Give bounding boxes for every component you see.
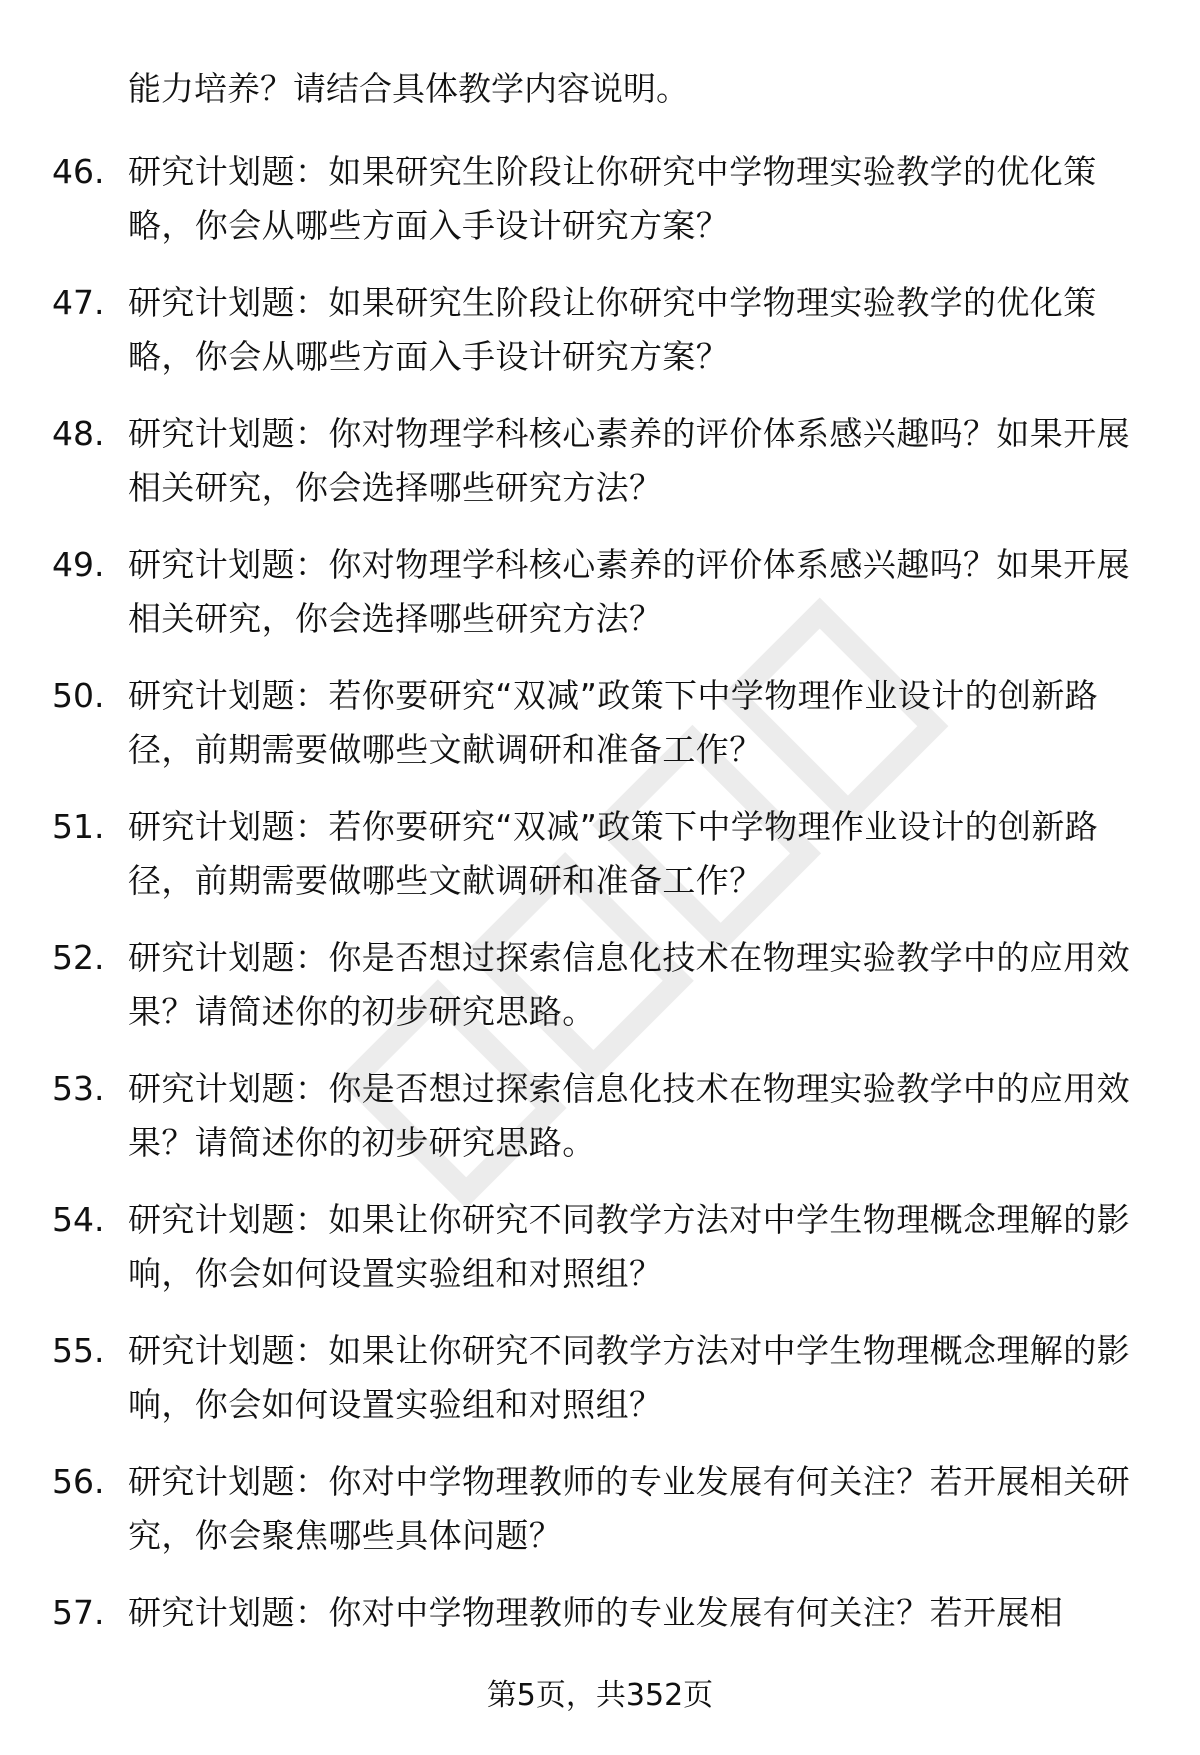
- question-text: 研究计划题：你是否想过探索信息化技术在物理实验教学中的应用效果？请简述你的初步研究思路。: [128, 1069, 1130, 1162]
- question-text: 研究计划题：你是否想过探索信息化技术在物理实验教学中的应用效果？请简述你的初步研究思路。: [128, 938, 1130, 1031]
- question-item: [0, 276, 1200, 407]
- question-number: 57.: [52, 1593, 105, 1632]
- question-text: 研究计划题：如果研究生阶段让你研究中学物理实验教学的优化策略，你会从哪些方面入手设计研究方案？: [128, 283, 1097, 376]
- question-number: 51.: [52, 807, 105, 846]
- question-item: [0, 931, 1200, 1062]
- question-list: [0, 145, 1200, 1717]
- continuation-text: 能力培养？请结合具体教学内容说明。: [128, 69, 689, 108]
- question-text: 研究计划题：你对中学物理教师的专业发展有何关注？若开展相关研究，你会聚焦哪些具体问题？: [128, 1462, 1130, 1555]
- question-item: [0, 1062, 1200, 1193]
- question-text: 研究计划题：你对中学物理教师的专业发展有何关注？若开展相: [128, 1593, 1064, 1632]
- question-text: 研究计划题：如果让你研究不同教学方法对中学生物理概念理解的影响，你会如何设置实验组和对照组？: [128, 1200, 1130, 1293]
- question-text: 研究计划题：若你要研究“双减”政策下中学物理作业设计的创新路径，前期需要做哪些文献调研和准备工作？: [128, 676, 1099, 769]
- question-item: [0, 407, 1200, 538]
- question-item: [0, 669, 1200, 800]
- question-item: [0, 1455, 1200, 1586]
- question-text: 研究计划题：如果让你研究不同教学方法对中学生物理概念理解的影响，你会如何设置实验组和对照组？: [128, 1331, 1130, 1424]
- question-item: [0, 1324, 1200, 1455]
- question-text: 研究计划题：你对物理学科核心素养的评价体系感兴趣吗？如果开展相关研究，你会选择哪些研究方法？: [128, 414, 1130, 507]
- question-number: 47.: [52, 283, 105, 322]
- question-item: [0, 1193, 1200, 1324]
- question-number: 55.: [52, 1331, 105, 1370]
- question-text: 研究计划题：你对物理学科核心素养的评价体系感兴趣吗？如果开展相关研究，你会选择哪些研究方法？: [128, 545, 1130, 638]
- question-number: 53.: [52, 1069, 105, 1108]
- question-number: 46.: [52, 152, 105, 191]
- question-text: 研究计划题：若你要研究“双减”政策下中学物理作业设计的创新路径，前期需要做哪些文献调研和准备工作？: [128, 807, 1099, 900]
- question-number: 54.: [52, 1200, 105, 1239]
- question-number: 50.: [52, 676, 105, 715]
- question-item: [0, 800, 1200, 931]
- question-number: 48.: [52, 414, 105, 453]
- question-number: 49.: [52, 545, 105, 584]
- page-footer: 第5页，共352页: [486, 1678, 714, 1713]
- question-item: [0, 538, 1200, 669]
- question-number: 52.: [52, 938, 105, 977]
- question-item: [0, 145, 1200, 276]
- question-text: 研究计划题：如果研究生阶段让你研究中学物理实验教学的优化策略，你会从哪些方面入手设计研究方案？: [128, 152, 1097, 245]
- question-number: 56.: [52, 1462, 105, 1501]
